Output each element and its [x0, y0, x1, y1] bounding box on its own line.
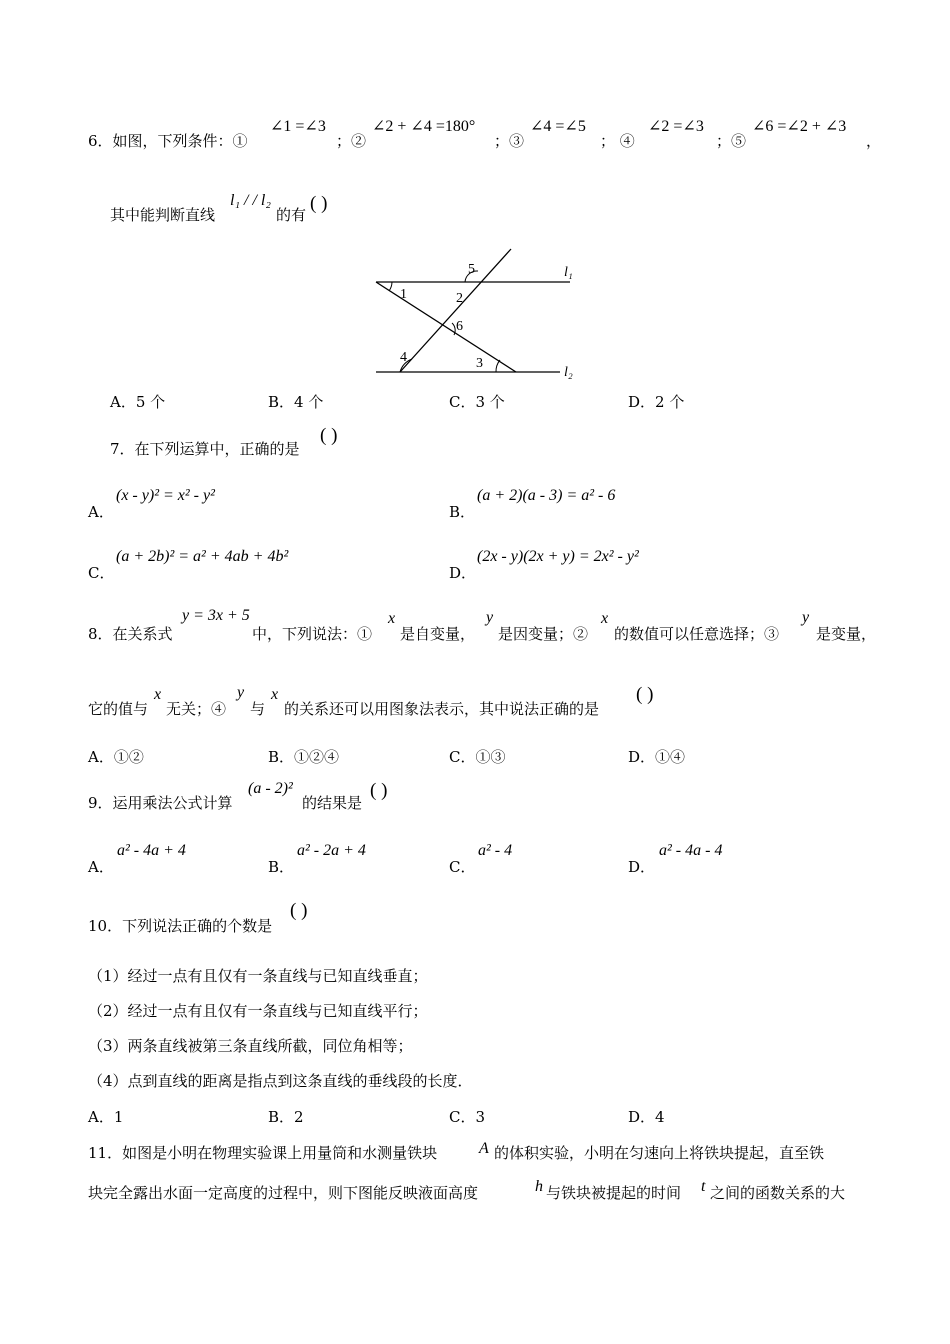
q7-option-a-expr: (x - y)² = x² - y² [116, 487, 215, 504]
q6-sep-2: ；③ [494, 132, 525, 150]
q7-option-d-expr: (2x - y)(2x + y) = 2x² - y² [477, 548, 639, 565]
q10-stem: 10．下列说法正确的个数是 [88, 917, 273, 935]
angle-6-arc [452, 323, 455, 335]
q10-statement-4: （4）点到直线的距离是指点到这条直线的垂线段的长度． [88, 1072, 473, 1090]
q10-option-c[interactable]: C．3 [449, 1108, 486, 1126]
q6-sep-4: ；⑤ [716, 132, 747, 150]
q7-answer-paren: ( ) [320, 425, 338, 446]
q11-line2-b: 与铁块被提起的时间 [546, 1184, 682, 1202]
q9-option-c-expr: a² - 4 [478, 842, 513, 859]
q8-option-b[interactable]: B．①②④ [268, 748, 340, 766]
q6-condition-1: ∠1 =∠3 [270, 118, 326, 135]
q11-var-t: t [701, 1178, 706, 1195]
q9-stem-2: 的结果是 [302, 794, 363, 812]
q11-line2-c: 之间的函数关系的大 [710, 1184, 846, 1202]
q6-condition-4: ∠2 =∠3 [648, 118, 704, 135]
transversal-2 [400, 249, 511, 372]
q6-prefix: 6．如图，下列条件：① [88, 132, 248, 150]
q10-answer-paren: ( ) [290, 900, 308, 921]
q11-line1-b: 的体积实验，小明在匀速向上将铁块提起，直至铁 [494, 1144, 825, 1162]
q6-line2-suffix: 的有 [276, 206, 307, 224]
q6-sep-3: ； ④ [600, 132, 635, 150]
label-l1: l₁ [564, 265, 573, 280]
transversal-1 [376, 282, 516, 372]
q9-option-b-label[interactable]: B． [268, 858, 295, 876]
angle-label-3: 3 [476, 356, 483, 371]
q8-option-c[interactable]: C．①③ [449, 748, 506, 766]
q6-option-a[interactable]: A．5 个 [110, 393, 166, 411]
q8-var-y3: y [237, 684, 245, 701]
q8-part-1: 8．在关系式 [88, 625, 173, 643]
q8-option-d[interactable]: D．①④ [628, 748, 686, 766]
angle-label-1: 1 [400, 287, 407, 302]
q9-option-b-expr: a² - 2a + 4 [297, 842, 366, 859]
q7-stem: 7．在下列运算中，正确的是 [110, 440, 300, 458]
q8-line2-a: 它的值与 [88, 700, 149, 718]
q11-var-h: h [535, 1178, 543, 1195]
q8-var-y1: y [486, 609, 494, 626]
q8-var-x1: x [388, 610, 396, 627]
q6-condition-3: ∠4 =∠5 [530, 118, 586, 135]
q6-sep-1: ；② [336, 132, 367, 150]
q9-expression: (a - 2)² [248, 780, 293, 797]
q10-option-d[interactable]: D．4 [628, 1108, 665, 1126]
q7-option-d-label[interactable]: D． [449, 564, 477, 582]
q11-line2-a: 块完全露出水面一定高度的过程中，则下图能反映液面高度 [88, 1184, 479, 1202]
q8-line2-c: 与 [250, 700, 266, 718]
q8-answer-paren: ( ) [636, 684, 654, 705]
angle-label-2: 2 [456, 291, 463, 306]
q6-option-b[interactable]: B．4 个 [268, 393, 324, 411]
q10-statement-3: （3）两条直线被第三条直线所截，同位角相等； [88, 1037, 413, 1055]
q6-answer-paren: ( ) [310, 193, 328, 214]
q8-part-3: 是自变量， [400, 625, 476, 643]
q9-option-a-label[interactable]: A． [88, 858, 114, 876]
q7-option-b-expr: (a + 2)(a - 3) = a² - 6 [477, 487, 616, 504]
q8-part-4: 是因变量；② [498, 625, 589, 643]
q10-option-a[interactable]: A．1 [88, 1108, 124, 1126]
q8-var-x4: x [271, 686, 279, 703]
label-l2: l₂ [564, 365, 573, 380]
q8-part-6: 是变量， [816, 625, 877, 643]
q10-statement-2: （2）经过一点有且仅有一条直线与已知直线平行； [88, 1002, 428, 1020]
q8-part-5: 的数值可以任意选择；③ [614, 625, 780, 643]
q11-line1-a: 11．如图是小明在物理实验课上用量筒和水测量铁块 [88, 1144, 438, 1162]
q7-option-b-label[interactable]: B． [449, 503, 476, 521]
angle-label-6: 6 [456, 319, 463, 334]
q8-var-x3: x [154, 686, 162, 703]
angle-1-arc [389, 282, 392, 291]
q7-option-a-label[interactable]: A． [88, 503, 114, 521]
q9-answer-paren: ( ) [370, 780, 388, 801]
q8-equation: y = 3x + 5 [182, 607, 250, 624]
angle-label-4: 4 [400, 350, 407, 365]
q8-line2-d: 的关系还可以用图象法表示，其中说法正确的是 [284, 700, 600, 718]
q6-option-d[interactable]: D．2 个 [628, 393, 685, 411]
q6-condition-2: ∠2 + ∠4 =180° [372, 118, 476, 135]
q9-option-d-label[interactable]: D． [628, 858, 656, 876]
q6-condition-5: ∠6 =∠2 + ∠3 [752, 118, 847, 135]
q9-option-c-label[interactable]: C． [449, 858, 476, 876]
q9-option-a-expr: a² - 4a + 4 [117, 842, 186, 859]
q10-statement-1: （1）经过一点有且仅有一条直线与已知直线垂直； [88, 967, 428, 985]
q10-option-b[interactable]: B．2 [268, 1108, 304, 1126]
q6-line2-prefix: 其中能判断直线 [110, 206, 216, 224]
q8-option-a[interactable]: A．①② [88, 748, 144, 766]
q6-option-c[interactable]: C．3 个 [449, 393, 505, 411]
q7-option-c-expr: (a + 2b)² = a² + 4ab + 4b² [116, 548, 289, 565]
q9-option-d-expr: a² - 4a - 4 [659, 842, 723, 859]
q9-stem: 9．运用乘法公式计算 [88, 794, 233, 812]
q8-var-x2: x [601, 610, 609, 627]
q8-var-y2: y [802, 609, 810, 626]
angle-label-5: 5 [468, 262, 475, 277]
q8-line2-b: 无关；④ [166, 700, 227, 718]
q6-end: ， [866, 132, 882, 150]
q6-figure [370, 245, 585, 385]
q11-var-a: A [479, 1140, 489, 1157]
q7-option-c-label[interactable]: C． [88, 564, 115, 582]
q6-parallel-expr: l₁ / / l₂ [230, 192, 271, 209]
q8-part-2: 中，下列说法：① [252, 625, 373, 643]
